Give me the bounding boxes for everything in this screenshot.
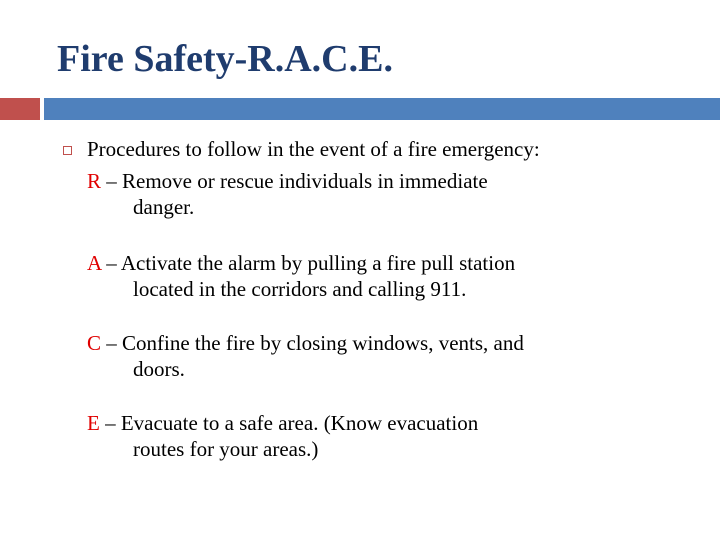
intro-text: Procedures to follow in the event of a fire emergency:	[87, 137, 540, 161]
header-bar-accent-blue	[44, 98, 720, 120]
square-bullet-icon	[63, 146, 72, 155]
race-item-text: – Activate the alarm by pulling a fire pull station	[101, 251, 516, 275]
race-item-c	[87, 330, 647, 382]
race-item-a	[87, 250, 647, 302]
slide-title: Fire Safety-R.A.C.E.	[57, 38, 393, 80]
race-item-e	[87, 410, 647, 462]
race-letter: C	[87, 331, 102, 355]
race-item-text: – Evacuate to a safe area. (Know evacuation	[99, 411, 479, 435]
race-letter: R	[87, 169, 102, 193]
race-item-text: – Confine the fire by closing windows, vents, and	[101, 331, 524, 355]
race-item-continuation: doors.	[133, 357, 185, 381]
race-item-continuation: routes for your areas.)	[133, 437, 319, 461]
race-item-r	[87, 168, 647, 220]
header-bar-accent-red	[0, 98, 40, 120]
race-item-continuation: danger.	[133, 195, 195, 219]
race-letter: E	[87, 411, 100, 435]
race-letter: A	[87, 251, 102, 275]
race-item-continuation: located in the corridors and calling 911.	[133, 277, 467, 301]
race-item-text: – Remove or rescue individuals in immediate	[101, 169, 488, 193]
